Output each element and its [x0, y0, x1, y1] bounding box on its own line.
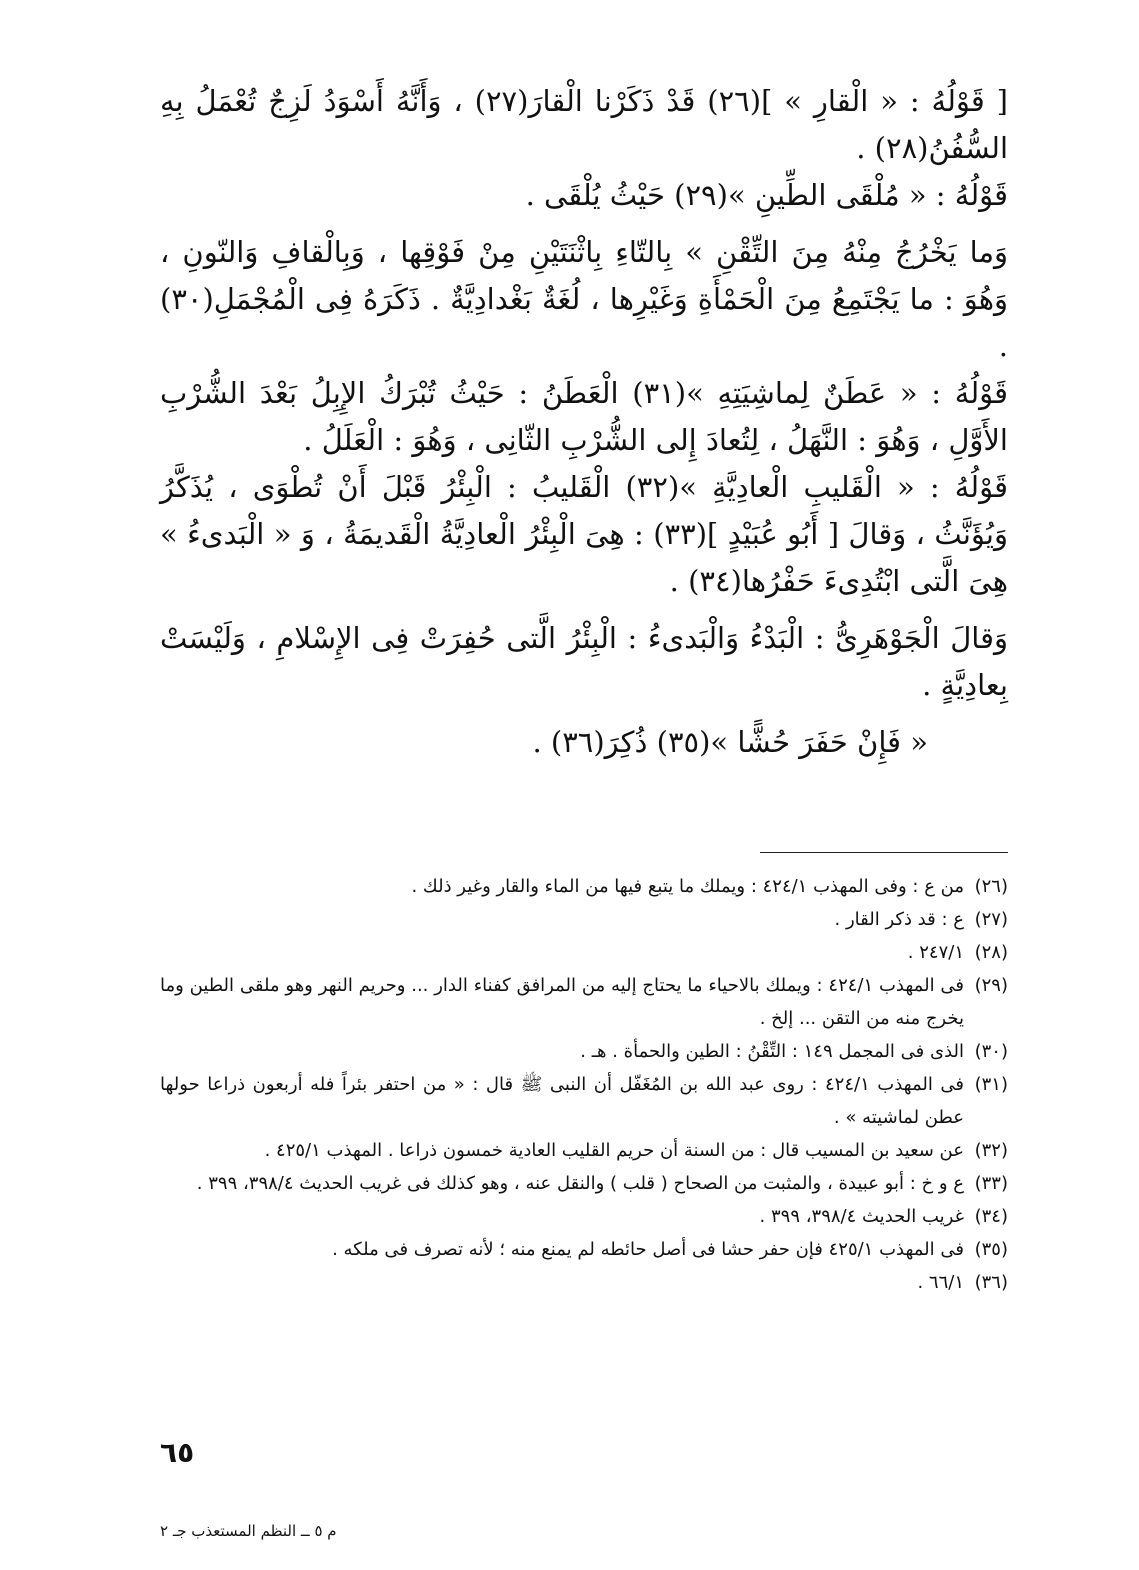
footnote-text: من ع : وفى المهذب ٤٢٤/١ : ويملك ما يتبع فيها من الماء والقار وغير ذلك . [411, 876, 964, 897]
paragraph-tiqn: وَما يَخْرُجُ مِنْهُ مِنَ التِّقْنِ » بِالتّاءِ بِاثْنَتَيْنِ مِنْ فَوْقِها ، وَبِالْقافِ وَالنّونِ ، وَهُوَ : ما يَجْتَمِعُ مِنَ الْحَمْأَةِ وَغَيْرِها ، لُغَةٌ بَغْدادِيَّةٌ . ذَكَرَهُ فِى الْمُجْمَلِ(٣٠) . [160, 235, 1008, 363]
footnote-number: (٣٢) [974, 1140, 1008, 1161]
footnote-number: (٣١) [974, 1074, 1008, 1095]
page-number: ٦٥ [160, 1436, 195, 1469]
footnote-number: (٢٩) [974, 975, 1008, 996]
footnote [160, 1035, 1008, 1068]
paragraph-qalib: قَوْلُهُ : « الْقَليبِ الْعادِيَّةِ »(٣٢) الْقَليبُ : الْبِئْرُ قَبْلَ أَنْ تُطْوَى ، يُذَكَّرُ وَيُؤَنَّثُ ، وَقالَ [ أَبُو عُبَيْدٍ ](٣٣) : هِىَ الْبِئْرُ الْعادِيَّةُ الْقَديمَةُ ، وَ « الْبَدىءُ » هِىَ الَّتى ابْتُدِىءَ حَفْرُها(٣٤) . [160, 470, 1008, 598]
footnote [160, 1200, 1008, 1233]
footnote-number: (٣٦) [974, 1272, 1008, 1293]
footnote-number: (٢٦) [974, 876, 1008, 897]
footnote-number: (٣٣) [974, 1173, 1008, 1194]
footnote [160, 1068, 1008, 1134]
footnote-text: غريب الحديث ٣٩٨/٤، ٣٩٩ . [759, 1206, 964, 1227]
paragraph-qar: [ قَوْلُهُ : « الْقارِ » ](٢٦) قَدْ ذَكَرْنا الْقارَ(٢٧) ، وَأَنَّهُ أَسْوَدُ لَزِجٌ تُعْمَلُ بِهِ السُّفُنُ(٢٨) . [160, 84, 1008, 165]
footnote [160, 969, 1008, 1035]
footnote-text: ع : قد ذكر القار . [834, 909, 964, 930]
printer-signature: م ٥ ــ النظم المستعذب جـ ٢ [160, 1522, 337, 1540]
footnote-text: عن سعيد بن المسيب قال : من السنة أن حريم القليب العادية خمسون ذراعا . المهذب ٤٢٥/١ . [264, 1140, 964, 1161]
footnote-separator [760, 852, 1008, 853]
footnote-number: (٣٤) [974, 1206, 1008, 1227]
footnote-text: الذى فى المجمل ١٤٩ : التِّقْنُ : الطين والحمأة . هـ . [580, 1041, 964, 1062]
footnote [160, 1167, 1008, 1200]
footnote-text: ع و خ : أبو عبيدة ، والمثبت من الصحاح ( قلب ) والنقل عنه ، وهو كذلك فى غريب الحديث ٣٩٨/٤، ٣٩٩ . [196, 1173, 964, 1194]
footnote [160, 1233, 1008, 1266]
footnote-text: ٢٤٧/١ . [907, 942, 964, 963]
footnote [160, 936, 1008, 969]
footnote-text: فى المهذب ٤٢٥/١ فإن حفر حشا فى أصل حائطه لم يمنع منه ؛ لأنه تصرف فى ملكه . [332, 1239, 964, 1260]
main-text-body [160, 78, 1008, 766]
footnote [160, 870, 1008, 903]
footnote [160, 1134, 1008, 1167]
paragraph-atan: قَوْلُهُ : « عَطَنٌ لِماشِيَتِهِ »(٣١) الْعَطَنُ : حَيْثُ تُبْرَكُ الإِبِلُ بَعْدَ الشُّرْبِ الأَوَّلِ ، وَهُوَ : النَّهَلُ ، لِتُعادَ إِلى الشُّرْبِ الثّانِى ، وَهُوَ : الْعَلَلُ . [160, 376, 1009, 457]
footnote-text: فى المهذب ٤٢٤/١ : روى عبد الله بن المُغَفّل أن النبى ﷺ قال : « من احتفر بئراً فله أربعون ذراعا حولها عطن لماشيته » . [160, 1074, 965, 1128]
footnotes-section [160, 870, 1008, 1299]
paragraph-hush: « فَإِنْ حَفَرَ حُشًّا »(٣٥) ذُكِرَ(٣٦) . [532, 725, 928, 759]
footnote-text: ٦٦/١ . [917, 1272, 964, 1293]
footnote-number: (٢٧) [974, 909, 1008, 930]
footnote-text: فى المهذب ٤٢٤/١ : ويملك بالاحياء ما يحتاج إليه من المرافق كفناء الدار ... وحريم النهر وهو ملقى الطين وما يخرج منه من التقن ... إلخ . [160, 975, 964, 1029]
paragraph-jawhari: وَقالَ الْجَوْهَرِىُّ : الْبَدْءُ وَالْبَدىءُ : الْبِئْرُ الَّتى حُفِرَتْ فِى الإِسْلامِ ، وَلَيْسَتْ بِعادِيَّةٍ . [160, 621, 1008, 702]
paragraph-mulqa-al-tin: قَوْلُهُ : « مُلْقَى الطِّينِ »(٢٩) حَيْثُ يُلْقَى . [525, 178, 1008, 212]
footnote-number: (٣٥) [974, 1239, 1008, 1260]
footnote-number: (٢٨) [974, 942, 1008, 963]
footnote [160, 1266, 1008, 1299]
footnote [160, 903, 1008, 936]
footnote-number: (٣٠) [974, 1041, 1008, 1062]
